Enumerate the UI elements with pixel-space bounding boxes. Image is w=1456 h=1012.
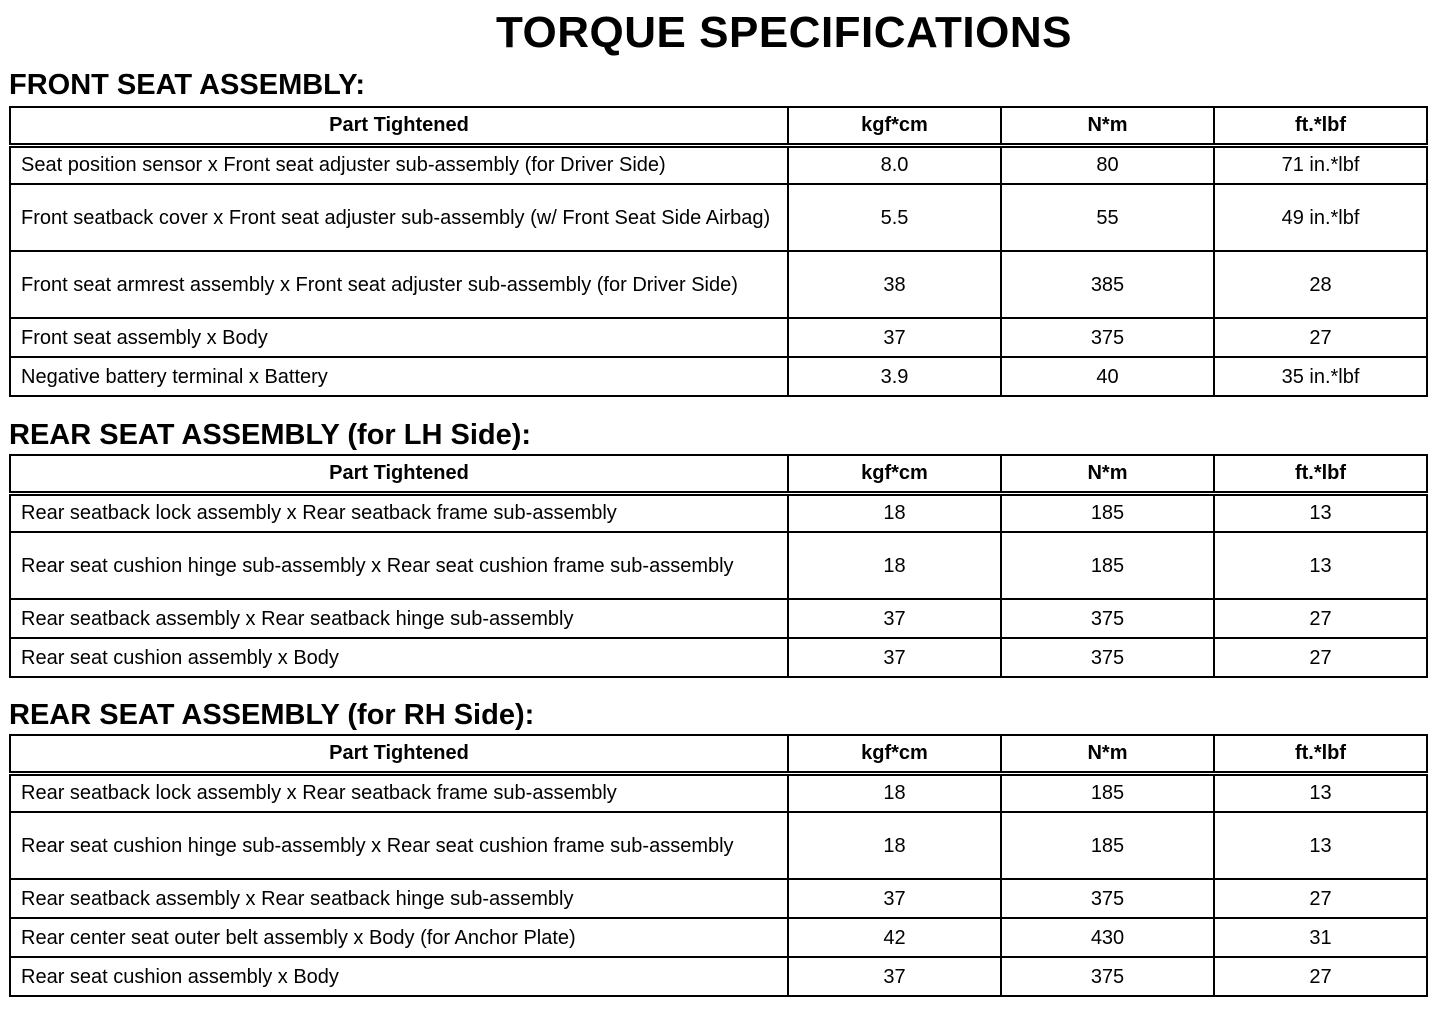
table-row	[10, 357, 1427, 396]
cell-n-m: 375	[1001, 318, 1214, 357]
column-header-kgf-cm: kgf*cm	[788, 107, 1001, 145]
column-header-n-m: N*m	[1001, 107, 1214, 145]
table-row	[10, 532, 1427, 599]
cell-ft-lbf: 31	[1214, 918, 1427, 957]
cell-kgf-cm: 18	[788, 493, 1001, 532]
column-header-n-m: N*m	[1001, 735, 1214, 773]
column-header-part: Part Tightened	[10, 455, 788, 493]
cell-kgf-cm: 38	[788, 251, 1001, 318]
cell-n-m: 385	[1001, 251, 1214, 318]
cell-part: Rear center seat outer belt assembly x Body (for Anchor Plate)	[10, 918, 788, 957]
cell-kgf-cm: 37	[788, 879, 1001, 918]
cell-ft-lbf: 35 in.*lbf	[1214, 357, 1427, 396]
cell-ft-lbf: 27	[1214, 318, 1427, 357]
section-heading: REAR SEAT ASSEMBLY (for RH Side):	[9, 699, 535, 731]
cell-ft-lbf: 71 in.*lbf	[1214, 145, 1427, 184]
table-row	[10, 638, 1427, 677]
cell-part: Negative battery terminal x Battery	[10, 357, 788, 396]
cell-n-m: 185	[1001, 773, 1214, 812]
cell-n-m: 375	[1001, 879, 1214, 918]
table-row	[10, 599, 1427, 638]
table-row	[10, 145, 1427, 184]
cell-n-m: 375	[1001, 599, 1214, 638]
cell-kgf-cm: 8.0	[788, 145, 1001, 184]
column-header-part: Part Tightened	[10, 735, 788, 773]
cell-ft-lbf: 13	[1214, 532, 1427, 599]
cell-n-m: 375	[1001, 638, 1214, 677]
table-row	[10, 879, 1427, 918]
cell-kgf-cm: 18	[788, 532, 1001, 599]
section-heading: REAR SEAT ASSEMBLY (for LH Side):	[9, 419, 532, 451]
table-row	[10, 773, 1427, 812]
column-header-ft-lbf: ft.*lbf	[1214, 455, 1427, 493]
cell-n-m: 40	[1001, 357, 1214, 396]
cell-n-m: 80	[1001, 145, 1214, 184]
column-header-part: Part Tightened	[10, 107, 788, 145]
cell-part: Rear seat cushion assembly x Body	[10, 957, 788, 996]
table-row	[10, 184, 1427, 251]
cell-kgf-cm: 37	[788, 318, 1001, 357]
section-rear-seat-lh	[9, 418, 1426, 678]
column-header-ft-lbf: ft.*lbf	[1214, 107, 1427, 145]
cell-n-m: 185	[1001, 532, 1214, 599]
cell-kgf-cm: 5.5	[788, 184, 1001, 251]
cell-kgf-cm: 37	[788, 638, 1001, 677]
cell-part: Rear seat cushion hinge sub-assembly x Rear seat cushion frame sub-assembly	[10, 532, 788, 599]
torque-table-rear-seat-lh	[9, 454, 1428, 678]
cell-ft-lbf: 28	[1214, 251, 1427, 318]
table-row	[10, 493, 1427, 532]
cell-kgf-cm: 37	[788, 599, 1001, 638]
cell-ft-lbf: 13	[1214, 773, 1427, 812]
cell-ft-lbf: 49 in.*lbf	[1214, 184, 1427, 251]
cell-part: Front seatback cover x Front seat adjuster sub-assembly (w/ Front Seat Side Airbag)	[10, 184, 788, 251]
cell-part: Seat position sensor x Front seat adjuster sub-assembly (for Driver Side)	[10, 145, 788, 184]
cell-part: Rear seat cushion hinge sub-assembly x Rear seat cushion frame sub-assembly	[10, 812, 788, 879]
torque-table-rear-seat-rh	[9, 734, 1428, 997]
cell-part: Front seat assembly x Body	[10, 318, 788, 357]
cell-part: Rear seatback lock assembly x Rear seatback frame sub-assembly	[10, 493, 788, 532]
column-header-kgf-cm: kgf*cm	[788, 455, 1001, 493]
table-row	[10, 812, 1427, 879]
cell-n-m: 430	[1001, 918, 1214, 957]
cell-n-m: 375	[1001, 957, 1214, 996]
cell-n-m: 55	[1001, 184, 1214, 251]
cell-kgf-cm: 18	[788, 812, 1001, 879]
table-header-row	[10, 107, 1427, 145]
cell-n-m: 185	[1001, 812, 1214, 879]
cell-ft-lbf: 13	[1214, 812, 1427, 879]
column-header-n-m: N*m	[1001, 455, 1214, 493]
cell-ft-lbf: 27	[1214, 638, 1427, 677]
column-header-kgf-cm: kgf*cm	[788, 735, 1001, 773]
cell-ft-lbf: 13	[1214, 493, 1427, 532]
table-header-row	[10, 735, 1427, 773]
table-header-row	[10, 455, 1427, 493]
table-row	[10, 957, 1427, 996]
cell-kgf-cm: 3.9	[788, 357, 1001, 396]
cell-ft-lbf: 27	[1214, 879, 1427, 918]
cell-ft-lbf: 27	[1214, 599, 1427, 638]
cell-part: Front seat armrest assembly x Front seat adjuster sub-assembly (for Driver Side)	[10, 251, 788, 318]
column-header-ft-lbf: ft.*lbf	[1214, 735, 1427, 773]
page-title: TORQUE SPECIFICATIONS	[495, 8, 1073, 57]
cell-part: Rear seatback lock assembly x Rear seatback frame sub-assembly	[10, 773, 788, 812]
cell-kgf-cm: 42	[788, 918, 1001, 957]
cell-part: Rear seatback assembly x Rear seatback hinge sub-assembly	[10, 599, 788, 638]
cell-part: Rear seat cushion assembly x Body	[10, 638, 788, 677]
cell-kgf-cm: 37	[788, 957, 1001, 996]
cell-part: Rear seatback assembly x Rear seatback hinge sub-assembly	[10, 879, 788, 918]
section-rear-seat-rh	[9, 698, 1426, 997]
cell-ft-lbf: 27	[1214, 957, 1427, 996]
cell-n-m: 185	[1001, 493, 1214, 532]
table-row	[10, 318, 1427, 357]
torque-table-front-seat	[9, 106, 1428, 397]
section-heading: FRONT SEAT ASSEMBLY:	[9, 69, 366, 101]
table-row	[10, 918, 1427, 957]
cell-kgf-cm: 18	[788, 773, 1001, 812]
section-front-seat	[9, 68, 1426, 397]
table-row	[10, 251, 1427, 318]
